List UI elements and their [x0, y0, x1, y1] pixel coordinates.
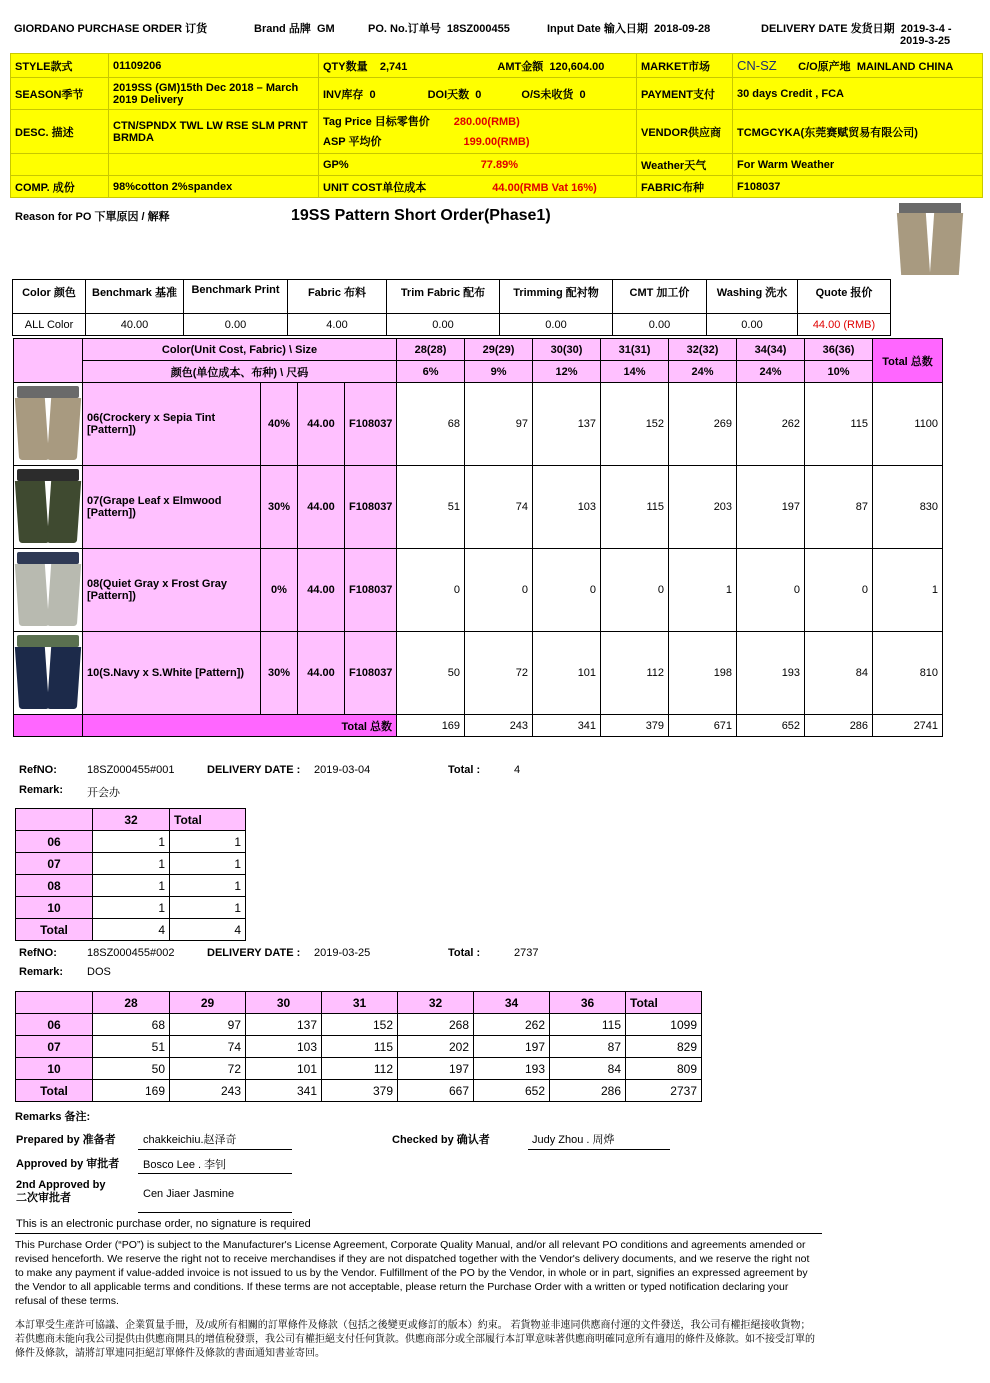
waistband: [17, 386, 79, 398]
color-unit-cost: 44.00: [298, 632, 345, 715]
size-quantity: 51: [397, 466, 465, 549]
sub-cell: 1: [93, 875, 170, 897]
sub-cell: 51: [93, 1036, 170, 1058]
waistband: [17, 552, 79, 564]
asp-value: 199.00(RMB): [463, 135, 530, 148]
size-quantity: 0: [601, 549, 669, 632]
cost-header-benchmark-print: Benchmark Print: [184, 280, 288, 314]
sub-total-row: [16, 919, 246, 941]
cost-header-washing: Washing 洗水: [707, 280, 798, 314]
size-quantity: 0: [533, 549, 601, 632]
cost-value-color: ALL Color: [13, 314, 86, 336]
cost-table: [12, 279, 891, 336]
ref1-total-value: 4: [514, 764, 521, 776]
size-header: 32(32): [669, 339, 737, 361]
fabric-value: F108037: [733, 176, 983, 198]
desc-value: CTN/SPNDX TWL LW RSE SLM PRNT BRMDA: [109, 110, 319, 154]
os-value: 0: [579, 88, 586, 101]
color-name: 06(Crockery x Sepia Tint [Pattern]): [83, 383, 261, 466]
po-title: GIORDANO PURCHASE ORDER 订货: [14, 23, 208, 35]
size-quantity: 68: [397, 383, 465, 466]
sub-cell: 152: [322, 1014, 398, 1036]
size-total: 169: [397, 715, 465, 737]
input-date-value: 2018-09-28: [653, 23, 711, 35]
totals-label: Total 总数: [83, 715, 397, 737]
size-ratio: 6%: [397, 361, 465, 383]
brand-label: Brand 品牌: [254, 23, 311, 35]
sub-total-label: Total: [16, 1080, 93, 1102]
size-quantity: 50: [397, 632, 465, 715]
qty-value: 2,741: [379, 60, 408, 73]
size-header: 30(30): [533, 339, 601, 361]
sub-total-cell: 286: [550, 1080, 626, 1102]
vendor-label: VENDOR供应商: [637, 110, 733, 154]
shorts-image: [15, 469, 81, 545]
payment-label: PAYMENT支付: [637, 78, 733, 110]
sub-row: [16, 853, 246, 875]
sub-header-col: 30: [246, 992, 322, 1014]
waistband: [17, 469, 79, 481]
size-quantity: 115: [601, 466, 669, 549]
color-swatch: [14, 632, 83, 715]
ref2-label: RefNO:: [19, 947, 57, 959]
cost-header-trimming: Trimming 配衬物: [500, 280, 613, 314]
sub-header-col: 34: [474, 992, 550, 1014]
ref2-value: 18SZ000455#002: [87, 947, 175, 959]
gp-value: 77.89%: [480, 158, 518, 171]
gp-cell: [319, 154, 637, 176]
size-quantity: 84: [805, 632, 873, 715]
sub-cell: 1: [93, 831, 170, 853]
sub-header-corner: [16, 809, 93, 831]
size-quantity: 74: [465, 466, 533, 549]
ref1-date-label: DELIVERY DATE :: [207, 764, 301, 776]
prepared-line: [138, 1149, 292, 1150]
left-leg: [15, 564, 49, 626]
fabric-label: FABRIC布种: [637, 176, 733, 198]
color-row: [14, 466, 943, 549]
tag-value: 280.00(RMB): [453, 115, 520, 128]
approved2-label-cn: 二次审批者: [16, 1192, 71, 1204]
sub-total-cell: 4: [93, 919, 170, 941]
amt-label: AMT金额: [497, 60, 544, 73]
size-header: 28(28): [397, 339, 465, 361]
color-size-header: Color(Unit Cost, Fabric) \ Size: [83, 339, 397, 361]
vendor-value: TCMGCYKA(东莞赛赋贸易有限公司): [733, 110, 983, 154]
sub-row: [16, 897, 246, 919]
color-row: [14, 632, 943, 715]
qty-amt-cell: [319, 54, 637, 78]
cost-value-washing: 0.00: [707, 314, 798, 336]
sub-cell: 115: [322, 1036, 398, 1058]
os-label: O/S未收货: [521, 88, 574, 101]
sub-total-label: Total: [16, 919, 93, 941]
market-value: CN-SZ: [737, 57, 777, 73]
ref2-date-value: 2019-03-25: [314, 947, 371, 959]
color-total: 830: [873, 466, 943, 549]
ref2-remark-label: Remark:: [19, 966, 64, 978]
remarks-label: Remarks 备注:: [15, 1111, 91, 1123]
cost-header-color: Color 颜色: [13, 280, 86, 314]
payment-value: 30 days Credit , FCA: [733, 78, 983, 110]
terms-english: This Purchase Order (“PO”) is subject to the Manufacturer's License Agreement, Corporate Quality Manual, and/or all relevant PO conditions and agreements amended or revised henceforth. We reserve the right not to receive merchandises if they are not dispatched together with the Vendor's delivery documents, and we reserve the right not to make any payment if value-added invoice is not issued to us by the Vendor. Fulfillment of the PO by the Vendor, in whole or in part, signifies an expressed agreement by the Vendor to all applicable terms and conditions. If these terms are not acceptable, please return the Purchase Order with a written or typed notification declaring your refusal of these terms.: [15, 1239, 810, 1307]
sub-header-col: 32: [398, 992, 474, 1014]
checked-value: Judy Zhou . 周烨: [532, 1134, 615, 1146]
sub-header-col: 31: [322, 992, 398, 1014]
sub-total-cell: 4: [170, 919, 246, 941]
color-unit-cost: 44.00: [298, 383, 345, 466]
desc-label: DESC. 描述: [11, 110, 109, 154]
cost-header-benchmark: Benchmark 基准: [86, 280, 184, 314]
cost-header-quote: Quote 报价: [798, 280, 891, 314]
color-swatch: [14, 383, 83, 466]
sub-cell: 1: [170, 853, 246, 875]
color-unit-cost: 44.00: [298, 466, 345, 549]
size-quantity: 1: [669, 549, 737, 632]
shorts-image: [15, 635, 81, 711]
color-swatch: [14, 549, 83, 632]
unit-cost-value: 44.00(RMB Vat 16%): [492, 181, 597, 194]
sub-cell: 103: [246, 1036, 322, 1058]
approved2-label: [16, 1179, 105, 1205]
color-total: 810: [873, 632, 943, 715]
color-name: 07(Grape Leaf x Elmwood [Pattern]): [83, 466, 261, 549]
color-fabric: F108037: [345, 549, 397, 632]
size-ratio: 10%: [805, 361, 873, 383]
prepared-label: Prepared by 准备者: [16, 1134, 116, 1146]
input-date-label: Input Date 输入日期: [547, 23, 648, 35]
ref1-value: 18SZ000455#001: [87, 764, 175, 776]
sub-total-cell: 169: [93, 1080, 170, 1102]
sub-row-color: 06: [16, 1014, 93, 1036]
color-total: 1: [873, 549, 943, 632]
sub-header-col: 29: [170, 992, 246, 1014]
size-breakdown-table: [13, 338, 943, 737]
style-value: 01109206: [109, 54, 319, 78]
sub-row-color: 10: [16, 897, 93, 919]
unit-cost-cell: [319, 176, 637, 198]
sub-row: [16, 1014, 702, 1036]
color-percent: 30%: [261, 632, 298, 715]
cost-header-trim-fabric: Trim Fabric 配布: [387, 280, 500, 314]
ref1-date-value: 2019-03-04: [314, 764, 371, 776]
sub-row-color: 07: [16, 853, 93, 875]
sub-cell: 197: [474, 1036, 550, 1058]
sub-row: [16, 1036, 702, 1058]
ref1-remark-label: Remark:: [19, 784, 64, 796]
sub-cell: 202: [398, 1036, 474, 1058]
delivery-date-label: DELIVERY DATE 发货日期: [761, 23, 895, 35]
sub-cell: 1: [93, 897, 170, 919]
sub-header-row: [16, 809, 246, 831]
color-percent: 0%: [261, 549, 298, 632]
size-quantity: 197: [737, 466, 805, 549]
inventory-cell: [319, 78, 637, 110]
approved2-line: [138, 1212, 292, 1213]
amt-value: 120,604.00: [549, 60, 605, 73]
size-total: 379: [601, 715, 669, 737]
electronic-note: This is an electronic purchase order, no signature is required: [16, 1218, 311, 1230]
size-total: 671: [669, 715, 737, 737]
sub-cell: 50: [93, 1058, 170, 1080]
size-total: 243: [465, 715, 533, 737]
size-quantity: 203: [669, 466, 737, 549]
cost-value-trimming: 0.00: [500, 314, 613, 336]
brand: [254, 20, 335, 36]
size-quantity: 152: [601, 383, 669, 466]
sub-cell: 112: [322, 1058, 398, 1080]
product-thumbnail: [896, 203, 964, 277]
size-quantity: 193: [737, 632, 805, 715]
sub-total-cell: 667: [398, 1080, 474, 1102]
size-quantity: 198: [669, 632, 737, 715]
sub-cell: 197: [398, 1058, 474, 1080]
cost-value-fabric: 4.00: [288, 314, 387, 336]
comp-value: 98%cotton 2%spandex: [109, 176, 319, 198]
input-date: [547, 20, 710, 36]
doi-value: 0: [475, 88, 482, 101]
right-leg: [47, 647, 81, 709]
size-quantity: 262: [737, 383, 805, 466]
size-ratio: 14%: [601, 361, 669, 383]
sub-header-col: Total: [170, 809, 246, 831]
ref2-table: [15, 991, 702, 1102]
shorts-image: [15, 552, 81, 628]
size-quantity: 0: [737, 549, 805, 632]
season-value: 2019SS (GM)15th Dec 2018 – March 2019 Delivery: [109, 78, 319, 110]
size-quantity: 0: [465, 549, 533, 632]
sub-cell: 1: [93, 853, 170, 875]
brand-value: GM: [316, 23, 335, 35]
sub-cell: 115: [550, 1014, 626, 1036]
sub-cell: 74: [170, 1036, 246, 1058]
asp-label: ASP 平均价: [323, 135, 382, 148]
size-header: 29(29): [465, 339, 533, 361]
season-label: SEASON季节: [11, 78, 109, 110]
sub-row-color: 06: [16, 831, 93, 853]
sub-header-col: Total: [626, 992, 702, 1014]
market-origin-cell: [733, 54, 983, 78]
cost-value-benchmark-print: 0.00: [184, 314, 288, 336]
shorts-image: [15, 386, 81, 462]
size-total: 341: [533, 715, 601, 737]
size-header: 36(36): [805, 339, 873, 361]
terms-divider: [15, 1233, 822, 1234]
sub-row: [16, 1058, 702, 1080]
sub-cell: 137: [246, 1014, 322, 1036]
color-unit-cost: 44.00: [298, 549, 345, 632]
sub-total-cell: 341: [246, 1080, 322, 1102]
sub-cell: 1: [170, 897, 246, 919]
size-ratio: 12%: [533, 361, 601, 383]
size-total: 286: [805, 715, 873, 737]
sub-cell: 193: [474, 1058, 550, 1080]
size-quantity: 0: [805, 549, 873, 632]
sub-cell: 268: [398, 1014, 474, 1036]
sub-total-cell: 652: [474, 1080, 550, 1102]
sub-cell: 1: [170, 831, 246, 853]
color-row: [14, 383, 943, 466]
delivery-date-1: 2019-3-4 -: [900, 23, 952, 35]
size-header: 34(34): [737, 339, 805, 361]
size-quantity: 112: [601, 632, 669, 715]
po-number: [368, 20, 510, 36]
prepared-value: chakkeichiu.赵泽奇: [143, 1134, 237, 1146]
ref1-total-label: Total :: [448, 764, 481, 776]
color-fabric: F108037: [345, 632, 397, 715]
sub-header-row: [16, 992, 702, 1014]
weather-label: Weather天气: [637, 154, 733, 176]
info-grid: [10, 53, 983, 198]
cost-header-fabric: Fabric 布料: [288, 280, 387, 314]
size-quantity: 72: [465, 632, 533, 715]
po-label: PO. No.订单号: [368, 23, 441, 35]
blank-cell-2: [109, 154, 319, 176]
ref1-table: [15, 808, 246, 941]
size-quantity: 137: [533, 383, 601, 466]
weather-value: For Warm Weather: [733, 154, 983, 176]
sub-cell: 809: [626, 1058, 702, 1080]
size-quantity: 103: [533, 466, 601, 549]
size-quantity: 87: [805, 466, 873, 549]
inv-label: INV库存: [323, 88, 364, 101]
color-total: 1100: [873, 383, 943, 466]
comp-label: COMP. 成份: [11, 176, 109, 198]
sub-cell: 101: [246, 1058, 322, 1080]
approved2-label-en: 2nd Approved by: [16, 1179, 106, 1191]
style-label: STYLE款式: [11, 54, 109, 78]
order-title: 19SS Pattern Short Order(Phase1): [291, 207, 551, 224]
sub-row-color: 07: [16, 1036, 93, 1058]
po-value: 18SZ000455: [446, 23, 510, 35]
right-leg: [47, 398, 81, 460]
approved-label: Approved by 审批者: [16, 1158, 120, 1170]
doi-label: DOI天数: [427, 88, 470, 101]
unit-cost-label: UNIT COST单位成本: [323, 181, 427, 194]
color-name: 10(S.Navy x S.White [Pattern]): [83, 632, 261, 715]
grand-total: 2741: [873, 715, 943, 737]
cost-value-benchmark: 40.00: [86, 314, 184, 336]
size-quantity: 115: [805, 383, 873, 466]
sub-total-cell: 2737: [626, 1080, 702, 1102]
qty-label: QTY数量: [323, 60, 368, 73]
color-fabric: F108037: [345, 466, 397, 549]
inv-value: 0: [369, 88, 376, 101]
total-header: Total 总数: [873, 339, 943, 383]
sub-header-col: 32: [93, 809, 170, 831]
color-fabric: F108037: [345, 383, 397, 466]
size-quantity: 97: [465, 383, 533, 466]
color-name: 08(Quiet Gray x Frost Gray [Pattern]): [83, 549, 261, 632]
sub-cell: 72: [170, 1058, 246, 1080]
cost-value-cmt: 0.00: [613, 314, 707, 336]
size-quantity: 101: [533, 632, 601, 715]
sub-row-color: 08: [16, 875, 93, 897]
left-leg: [15, 398, 49, 460]
size-ratio: 24%: [669, 361, 737, 383]
color-swatch: [14, 466, 83, 549]
delivery-date-2: 2019-3-25: [900, 35, 951, 47]
sub-cell: 68: [93, 1014, 170, 1036]
origin-label: C/O原产地: [798, 60, 851, 73]
sub-row-color: 10: [16, 1058, 93, 1080]
sub-cell: 97: [170, 1014, 246, 1036]
totals-swatch-cell: [14, 715, 83, 737]
left-leg: [15, 481, 49, 543]
sub-cell: 84: [550, 1058, 626, 1080]
terms-chinese: 本訂單受生產許可協議、企業質量手冊，及/或所有相關的訂單條件及條款（包括之後變更或修訂的版本）約束。 若貨物並非連同供應商付運的文件發送，我公司有權拒絕接收貨物；若供應商未能向我公司提供由供應商開具的增值稅發票，我公司有權拒絕支付任何貨款。供應商部分或全部履行本訂單意味著供應商明確同意所有適用的條件及條款。如不接受訂單的條件及條款，請將訂單連同拒絕訂單條件及條款的書面通知書並寄回。: [15, 1320, 815, 1359]
sub-cell: 829: [626, 1036, 702, 1058]
size-quantity: 269: [669, 383, 737, 466]
checked-label: Checked by 确认者: [392, 1134, 490, 1146]
ref1-label: RefNO:: [19, 764, 57, 776]
size-quantity: 0: [397, 549, 465, 632]
sub-cell: 262: [474, 1014, 550, 1036]
price-cell: [319, 110, 637, 154]
cost-value-quote: 44.00 (RMB): [798, 314, 891, 336]
sub-cell: 87: [550, 1036, 626, 1058]
color-percent: 40%: [261, 383, 298, 466]
right-leg: [47, 564, 81, 626]
left-leg: [15, 647, 49, 709]
color-row: [14, 549, 943, 632]
sub-total-row: [16, 1080, 702, 1102]
approved-line: [138, 1173, 292, 1174]
reason-label: Reason for PO 下單原因 / 解释: [15, 211, 170, 223]
ref1-remark-value: 开会办: [87, 787, 120, 799]
size-ratio: 9%: [465, 361, 533, 383]
approved2-value: Cen Jiaer Jasmine: [143, 1188, 235, 1200]
checked-line: [528, 1149, 670, 1150]
market-label: MARKET市场: [637, 54, 733, 78]
delivery-date: [761, 20, 952, 36]
right-leg: [47, 481, 81, 543]
sub-total-cell: 379: [322, 1080, 398, 1102]
color-size-header-cn: 颜色(单位成本、布种) \ 尺码: [83, 361, 397, 383]
sub-cell: 1: [170, 875, 246, 897]
sub-row: [16, 831, 246, 853]
sub-row: [16, 875, 246, 897]
cost-header-cmt: CMT 加工价: [613, 280, 707, 314]
cost-value-trim-fabric: 0.00: [387, 314, 500, 336]
tag-label: Tag Price 目标零售价: [323, 115, 430, 128]
size-total: 652: [737, 715, 805, 737]
size-ratio: 24%: [737, 361, 805, 383]
sub-header-col: 36: [550, 992, 626, 1014]
color-percent: 30%: [261, 466, 298, 549]
ref2-total-label: Total :: [448, 947, 481, 959]
sub-header-corner: [16, 992, 93, 1014]
origin-value: MAINLAND CHINA: [856, 60, 954, 73]
swatch-header: [14, 339, 83, 383]
ref2-date-label: DELIVERY DATE :: [207, 947, 301, 959]
waistband: [17, 635, 79, 647]
sub-cell: 1099: [626, 1014, 702, 1036]
blank-cell: [11, 154, 109, 176]
sub-total-cell: 243: [170, 1080, 246, 1102]
size-header: 31(31): [601, 339, 669, 361]
sub-header-col: 28: [93, 992, 170, 1014]
ref2-total-value: 2737: [514, 947, 539, 959]
gp-label: GP%: [323, 158, 349, 171]
approved-value: Bosco Lee . 李钊: [143, 1159, 227, 1171]
ref2-remark-value: DOS: [87, 966, 111, 978]
